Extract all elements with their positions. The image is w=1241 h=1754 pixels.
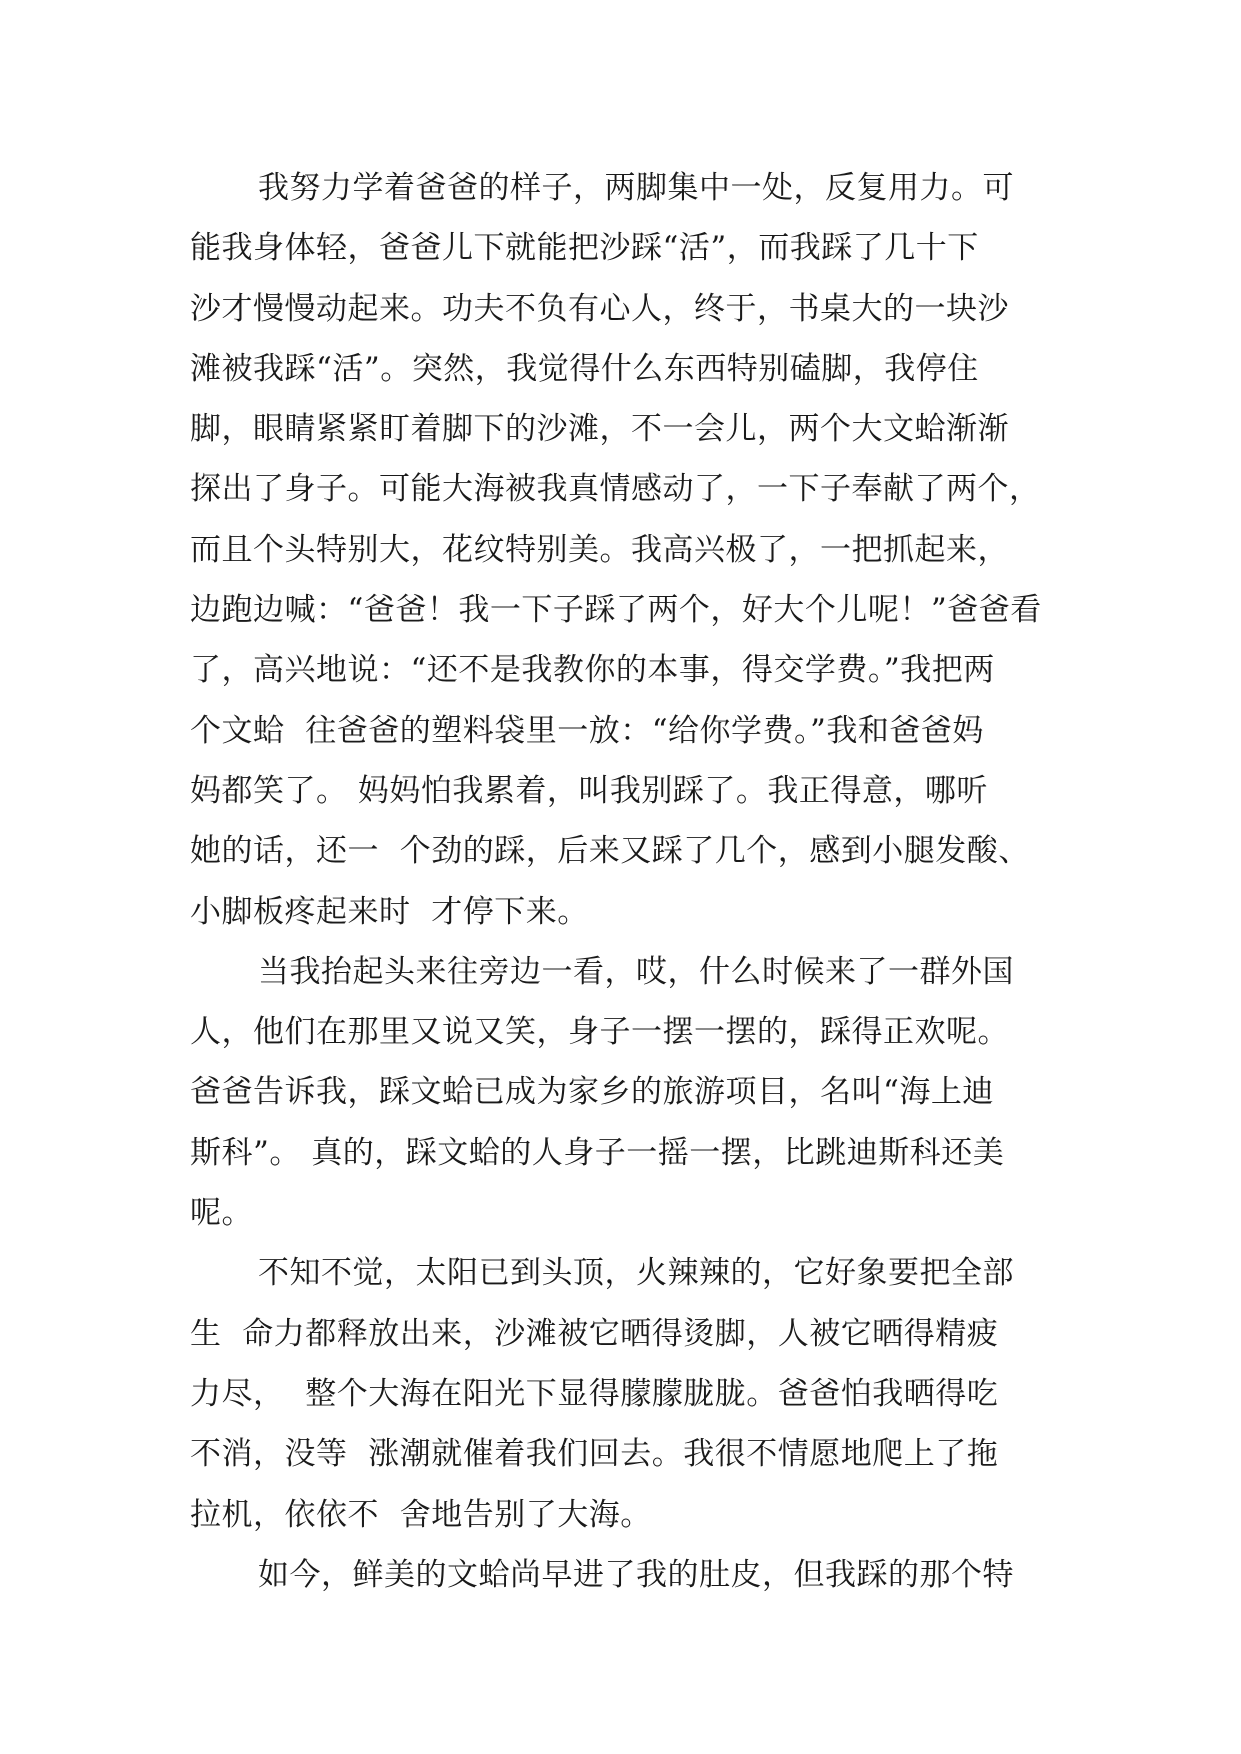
text-line: 呢。 bbox=[190, 1195, 253, 1232]
text-line: 能我身体轻，爸爸儿下就能把沙踩“活”，而我踩了几十下 bbox=[190, 230, 979, 267]
text-line: 脚，眼睛紧紧盯着脚下的沙滩，不一会儿，两个大文蛤渐渐 bbox=[190, 411, 1009, 448]
text-line: 滩被我踩“活”。突然，我觉得什么东西特别磕脚，我停住 bbox=[190, 350, 979, 387]
text-line: 爸爸告诉我，踩文蛤已成为家乡的旅游项目，名叫“海上迪 bbox=[190, 1074, 994, 1111]
text-line: 而且个头特别大，花纹特别美。我高兴极了，一把抓起来， bbox=[190, 531, 1009, 568]
text-line: 如今，鲜美的文蛤尚早进了我的肚皮，但我踩的那个特 bbox=[258, 1556, 1014, 1593]
body-text bbox=[190, 158, 1070, 1605]
text-line: 当我抬起头来往旁边一看，哎，什么时候来了一群外国 bbox=[258, 953, 1014, 990]
text-line: 不消，没等 涨潮就催着我们回去。我很不情愿地爬上了拖 bbox=[190, 1436, 999, 1473]
text-line: 斯科”。 真的，踩文蛤的人身子一摇一摆，比跳迪斯科还美 bbox=[190, 1134, 1005, 1171]
text-line: 小脚板疼起来时 才停下来。 bbox=[190, 893, 589, 930]
text-line: 沙才慢慢动起来。功夫不负有心人，终于，书桌大的一块沙 bbox=[190, 290, 1009, 327]
text-line: 了，高兴地说：“还不是我教你的本事，得交学费。”我把两 bbox=[190, 652, 995, 689]
text-line: 边跑边喊：“爸爸！我一下子踩了两个，好大个儿呢！”爸爸看 bbox=[190, 592, 1042, 629]
text-line: 她的话，还一 个劲的踩，后来又踩了几个，感到小腿发酸、 bbox=[190, 833, 1030, 870]
text-line: 妈都笑了。 妈妈怕我累着，叫我别踩了。我正得意，哪听 bbox=[190, 772, 988, 809]
text-line: 不知不觉，太阳已到头顶，火辣辣的，它好象要把全部 bbox=[258, 1255, 1014, 1292]
text-line: 拉机，依依不 舍地告别了大海。 bbox=[190, 1496, 652, 1533]
text-line: 力尽， 整个大海在阳光下显得朦朦胧胧。爸爸怕我晒得吃 bbox=[190, 1375, 999, 1412]
text-line: 探出了身子。可能大海被我真情感动了，一下子奉献了两个， bbox=[190, 471, 1041, 508]
text-line: 生 命力都释放出来，沙滩被它晒得烫脚，人被它晒得精疲 bbox=[190, 1315, 999, 1352]
text-line: 人，他们在那里又说又笑，身子一摆一摆的，踩得正欢呢。 bbox=[190, 1014, 1009, 1051]
text-line: 个文蛤 往爸爸的塑料袋里一放：“给你学费。”我和爸爸妈 bbox=[190, 712, 984, 749]
text-line: 我努力学着爸爸的样子，两脚集中一处，反复用力。可 bbox=[258, 170, 1014, 206]
